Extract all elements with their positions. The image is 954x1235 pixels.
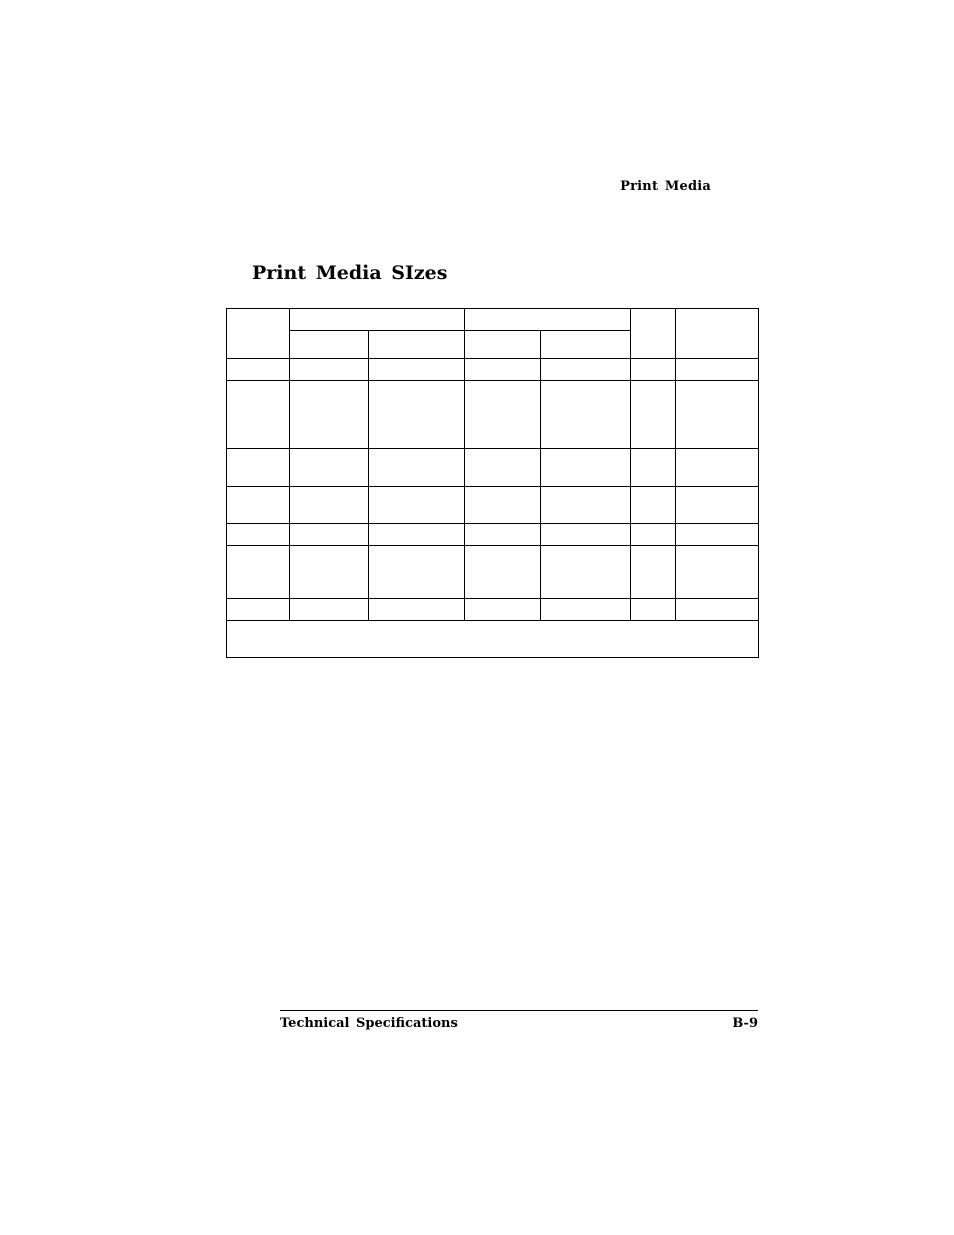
table-cell bbox=[369, 599, 465, 621]
table-subheader-cell bbox=[541, 331, 631, 359]
table-row bbox=[227, 599, 759, 621]
table-cell bbox=[227, 546, 290, 599]
table-cell bbox=[676, 546, 759, 599]
table-cell bbox=[541, 449, 631, 487]
table-cell bbox=[369, 359, 465, 381]
table-footnote-row bbox=[227, 621, 759, 658]
table-cell bbox=[465, 381, 541, 449]
table-cell bbox=[541, 359, 631, 381]
table-subheader-cell bbox=[369, 331, 465, 359]
table-cell bbox=[465, 524, 541, 546]
table-header-group-cell bbox=[290, 309, 465, 331]
table-cell bbox=[541, 599, 631, 621]
table-row bbox=[227, 546, 759, 599]
table-cell bbox=[465, 599, 541, 621]
table-cell bbox=[290, 524, 369, 546]
print-media-sizes-table bbox=[226, 308, 759, 658]
table-row bbox=[227, 359, 759, 381]
footer-rule bbox=[280, 1010, 758, 1011]
table-cell bbox=[290, 487, 369, 524]
table-cell bbox=[541, 546, 631, 599]
table-cell bbox=[676, 524, 759, 546]
table-cell bbox=[631, 449, 676, 487]
table-cell bbox=[465, 359, 541, 381]
table-cell bbox=[631, 487, 676, 524]
table-cell bbox=[369, 546, 465, 599]
table-subheader-cell bbox=[465, 331, 541, 359]
table-row bbox=[227, 487, 759, 524]
table-cell bbox=[465, 449, 541, 487]
table-header-cell bbox=[676, 309, 759, 359]
table-cell bbox=[290, 599, 369, 621]
table-cell bbox=[631, 359, 676, 381]
table-cell bbox=[369, 524, 465, 546]
table-cell bbox=[541, 524, 631, 546]
footer-chapter-title: Technical Specifications bbox=[280, 1016, 458, 1031]
table-cell bbox=[290, 381, 369, 449]
table-header-cell bbox=[227, 309, 290, 359]
table-cell bbox=[227, 381, 290, 449]
table-cell bbox=[631, 524, 676, 546]
table-footnote-cell bbox=[227, 621, 759, 658]
footer-page-number: B-9 bbox=[732, 1016, 758, 1031]
table-cell bbox=[227, 449, 290, 487]
table-cell bbox=[290, 449, 369, 487]
table-cell bbox=[676, 487, 759, 524]
table-cell bbox=[631, 599, 676, 621]
table-row bbox=[227, 524, 759, 546]
table-cell bbox=[227, 487, 290, 524]
table-cell bbox=[369, 449, 465, 487]
table-cell bbox=[541, 381, 631, 449]
table-cell bbox=[369, 381, 465, 449]
table-cell bbox=[227, 359, 290, 381]
table-row bbox=[227, 449, 759, 487]
running-header: Print Media bbox=[620, 179, 711, 194]
table-cell bbox=[227, 524, 290, 546]
table-header-row bbox=[227, 309, 759, 331]
table-cell bbox=[541, 487, 631, 524]
table-cell bbox=[227, 599, 290, 621]
table-header-group-cell bbox=[465, 309, 631, 331]
table-subheader-cell bbox=[290, 331, 369, 359]
table-cell bbox=[676, 359, 759, 381]
table-header-cell bbox=[631, 309, 676, 359]
table-cell bbox=[631, 381, 676, 449]
table-cell bbox=[465, 546, 541, 599]
table-cell bbox=[290, 359, 369, 381]
table-row bbox=[227, 381, 759, 449]
table-cell bbox=[631, 546, 676, 599]
table-cell bbox=[290, 546, 369, 599]
table-cell bbox=[465, 487, 541, 524]
table-cell bbox=[676, 599, 759, 621]
table-cell bbox=[676, 381, 759, 449]
section-title: Print Media SIzes bbox=[252, 262, 448, 284]
table-cell bbox=[676, 449, 759, 487]
table-cell bbox=[369, 487, 465, 524]
